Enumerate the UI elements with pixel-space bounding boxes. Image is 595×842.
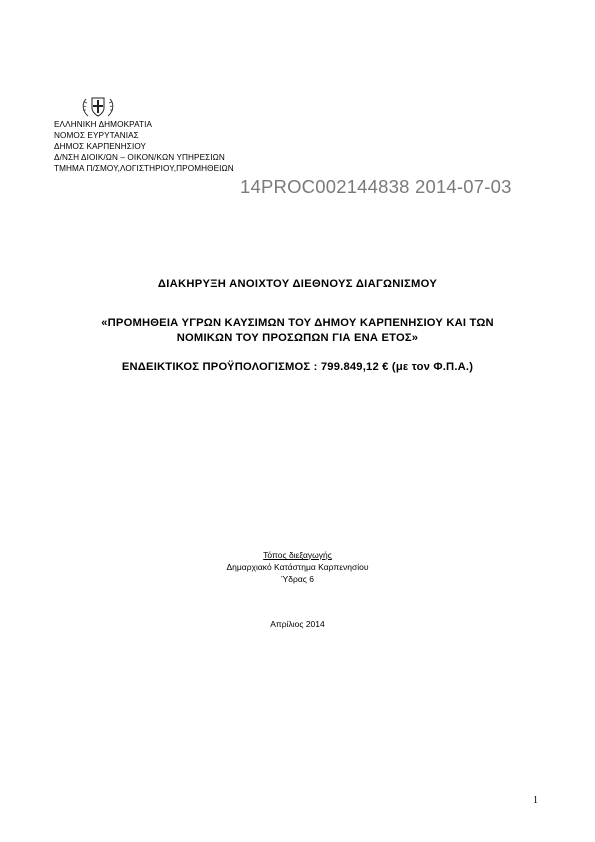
venue-address: Ύδρας 6 (281, 574, 314, 584)
venue-label: Τόπος διεξαγωγής (263, 550, 332, 560)
document-subject (0, 316, 595, 346)
document-title: ΔΙΑΚΗΡΥΞΗ ΑΝΟΙΧΤΟΥ ΔΙΕΘΝΟΥΣ ΔΙΑΓΩΝΙΣΜΟΥ (157, 278, 438, 290)
greek-coat-of-arms-icon (80, 95, 116, 119)
header-line-republic: ΕΛΛΗΝΙΚΗ ΔΗΜΟΚΡΑΤΙΑ (54, 120, 153, 129)
header-line-municipality: ΔΗΜΟΣ ΚΑΡΠΕΝΗΣΙΟΥ (54, 142, 147, 151)
venue-block (0, 549, 595, 585)
budget-line: ΕΝΔΕΙΚΤΙΚΟΣ ΠΡΟΫΠΟΛΟΓΙΣΜΟΣ : 799.849,12 € (με τον Φ.Π.Α.) (121, 361, 474, 373)
subject-line-1: «ΠΡΟΜΗΘΕΙΑ ΥΓΡΩΝ ΚΑΥΣΙΜΩΝ ΤΟΥ ΔΗΜΟΥ ΚΑΡΠΕΝΗΣΙΟΥ ΚΑΙ ΤΩΝ (101, 317, 494, 329)
issuer-header (54, 119, 234, 174)
protocol-stamp: 14PROC002144838 2014-07-03 (240, 176, 512, 197)
header-line-directorate: Δ/ΝΣΗ ΔΙΟΙΚ/ΩΝ – ΟΙΚΟΝ/ΚΩΝ ΥΠΗΡΕΣΙΩΝ (54, 153, 225, 162)
header-line-department: ΤΜΗΜΑ Π/ΣΜΟΥ,ΛΟΓΙΣΤΗΡΙΟΥ,ΠΡΟΜΗΘΕΙΩΝ (54, 164, 234, 173)
subject-line-2: ΝΟΜΙΚΩΝ ΤΟΥ ΠΡΟΣΩΠΩΝ ΓΙΑ ΕΝΑ ΕΤΟΣ» (176, 332, 419, 344)
document-date: Απρίλιος 2014 (270, 619, 325, 629)
header-line-prefecture: ΝΟΜΟΣ ΕΥΡΥΤΑΝΙΑΣ (54, 131, 139, 140)
page-number: 1 (533, 795, 538, 806)
venue-place: Δημαρχιακό Κατάστημα Καρπενησίου (226, 562, 369, 572)
